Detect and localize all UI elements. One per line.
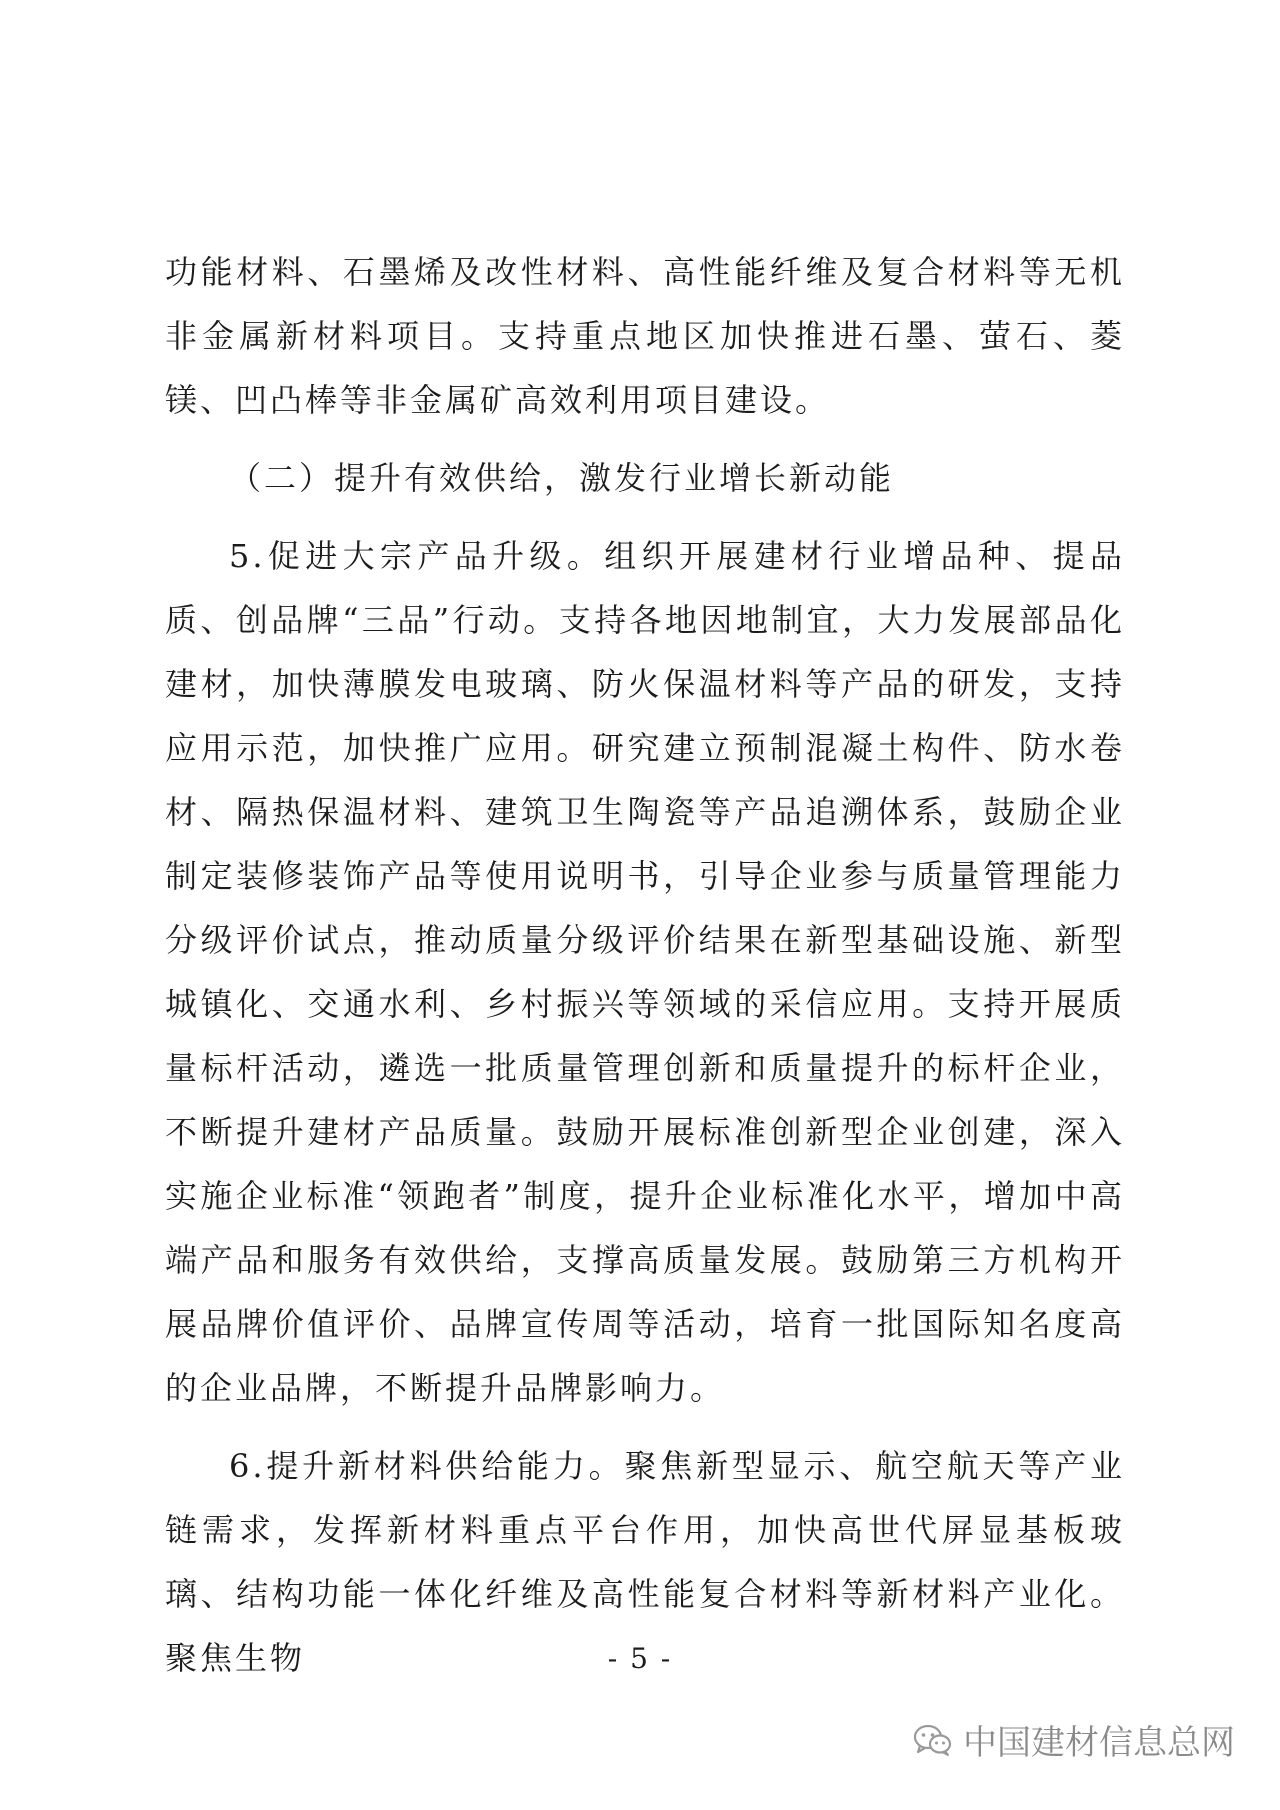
paragraph-item-6: 6.提升新材料供给能力。聚焦新型显示、航空航天等产业链需求，发挥新材料重点平台作用，加快高世代屏显基板玻璃、结构功能一体化纤维及高性能复合材料等新材料产业化。聚焦生物	[165, 1447, 1125, 1677]
watermark-text: 中国建材信息总网	[963, 1723, 1235, 1763]
page-number: - 5 -	[607, 1642, 673, 1675]
paragraph-continuation: 功能材料、石墨烯及改性材料、高性能纤维及复合材料等无机非金属新材料项目。支持重点地区加快推进石墨、萤石、菱镁、凹凸棒等非金属矿高效利用项目建设。	[165, 253, 1125, 419]
section-heading: （二）提升有效供给，激发行业增长新动能	[229, 459, 895, 497]
paragraph-item-5: 5.促进大宗产品升级。组织开展建材行业增品种、提品质、创品牌“三品”行动。支持各地因地制宜，大力发展部品化建材，加快薄膜发电玻璃、防火保温材料等产品的研发，支持应用示范，加快推广应用。研究建立预制混凝土构件、防水卷材、隔热保温材料、建筑卫生陶瓷等产品追溯体系，鼓励企业制定装修装饰产品等使用说明书，引导企业参与质量管理能力分级评价试点，推动质量分级评价结果在新型基础设施、新型城镇化、交通水利、乡村振兴等领域的采信应用。支持开展质量标杆活动，遴选一批质量管理创新和质量提升的标杆企业，不断提升建材产品质量。鼓励开展标准创新型企业创建，深入实施企业标准“领跑者”制度，提升企业标准化水平，增加中高端产品和服务有效供给，支撑高质量发展。鼓励第三方机构开展品牌价值评价、品牌宣传周等活动，培育一批国际知名度高的企业品牌，不断提升品牌影响力。	[165, 537, 1125, 1407]
document-body	[165, 240, 1125, 1690]
watermark	[913, 1715, 1235, 1764]
wechat-icon	[913, 1723, 953, 1757]
